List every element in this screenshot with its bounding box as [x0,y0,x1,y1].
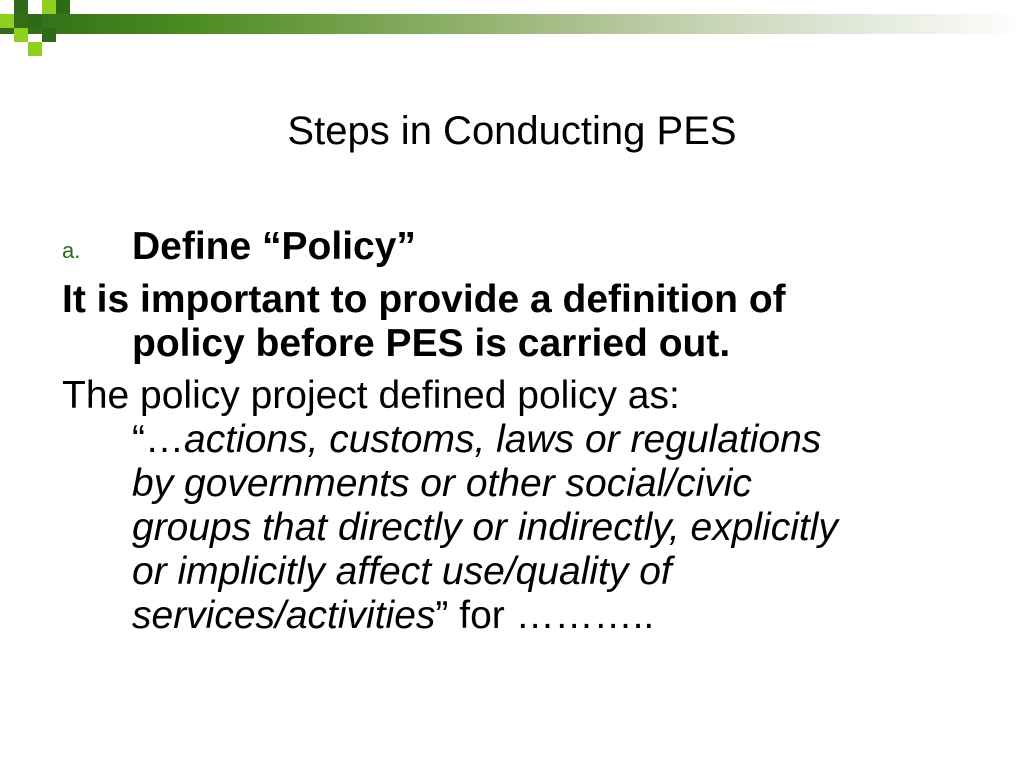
definition-line-2: by governments or other social/civic [132,462,752,505]
bold-paragraph-line-1: It is important to provide a definition of [62,278,786,321]
quote-open: “… [132,418,184,461]
slide-body [62,224,982,638]
definition-paragraph [62,374,982,638]
definition-tail: ” for ……….. [435,594,655,637]
list-item-heading: Define “Policy” [132,225,416,268]
bold-paragraph [62,278,982,366]
list-marker: a. [62,238,81,263]
top-decorative-band [0,14,1024,34]
definition-line-1: actions, customs, laws or regulations [184,418,822,461]
slide-title: Steps in Conducting PES [287,109,737,153]
definition-line-3: groups that directly or indirectly, explicitly [132,506,838,549]
bold-paragraph-line-2: policy before PES is carried out. [132,322,731,365]
definition-line-4: or implicitly affect use/quality of [132,550,672,593]
list-item-a [62,224,982,272]
definition-intro: The policy project defined policy as: [62,374,680,417]
definition-line-5: services/activities [132,594,436,637]
